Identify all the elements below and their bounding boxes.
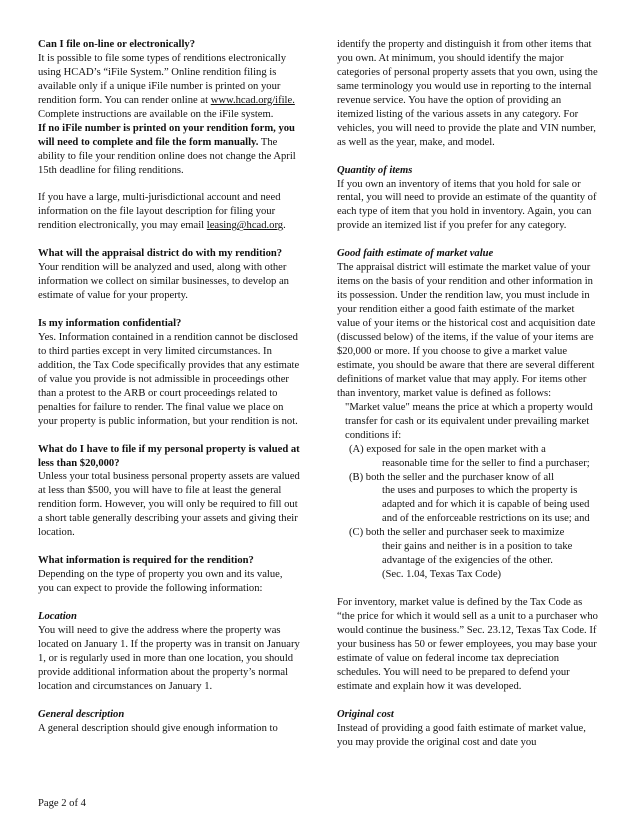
right-column — [337, 38, 599, 750]
paragraph-confidential: Yes. Information contained in a rendition cannot be disclosed to third parties except in very limited circumstances. In addition, the Tax Code specifically provides that any estimate of value you provide is not admissible in proceedings other than a protest to the ARB or court proceedings related to penalties for failure to render. The final value we place on your property is public information, but your rendition is not. — [38, 331, 300, 427]
paragraph-multi-jurisdiction: If you have a large, multi-jurisdictional account and need information on the file layout description for filing your rendition electronically, you may email leasing@hcad.org. — [38, 192, 286, 232]
heading-general-description: General description — [38, 708, 125, 720]
paragraph-file-online: It is possible to file some types of renditions electronically using HCAD’s “iFile System.” Online rendition filing is available only if a unique iFile number is printed on your rendition form. You can render online at www.hcad.org/ifile. Complete instructions are available on the iFile system. If no iFile number is printed on your rendition form, you will need to complete and file the form manually. The ability to file your rendition online does not change the April 15th deadline for filing renditions. — [38, 52, 296, 176]
ifile-link[interactable]: www.hcad.org/ifile. — [210, 94, 295, 106]
paragraph-location: You will need to give the address where the property was located on January 1. If the property was in transit on January 1, or is regularly used in more than one location, you should provide additional information about the property’s normal location and circumstances on January 1. — [38, 624, 300, 692]
heading-file-online: Can I file on-line or electronically? — [38, 39, 196, 50]
tax-code-citation: (Sec. 1.04, Texas Tax Code) — [382, 569, 502, 581]
condition-c-cont: their gains and neither is in a position to take advantage of the exigencies of the other. — [382, 541, 573, 567]
condition-a: (A) exposed for sale in the open market with a — [349, 443, 546, 455]
leasing-email-link[interactable]: leasing@hcad.org — [206, 220, 284, 232]
ifile-warning: If no iFile number is printed on your rendition form, you will need to complete and file the form manually. — [38, 122, 295, 148]
paragraph-description-cont: identify the property and distinguish it from other items that you own. At minimum, you should identify the major categories of personal property assets that you own, using the same terminology you would use in reporting to the internal revenue service. You have the option of providing an itemized listing of the various assets in any category. For vehicles, you will need to provide the plate and VIN number, as well as the year, make, and model. — [337, 39, 598, 148]
condition-b-cont: the uses and purposes to which the property is adapted and for which it is capable of being used and of the enforceable restrictions on its use; and — [382, 485, 590, 525]
paragraph-info-required: Depending on the type of property you own and its value, you can expect to provide the following information: — [38, 569, 283, 595]
paragraph-general-description: A general description should give enough information to — [38, 722, 278, 734]
condition-c: (C) both the seller and purchaser seek to maximize — [349, 527, 565, 539]
heading-appraisal-use: What will the appraisal district do with my rendition? — [38, 248, 283, 260]
paragraph-appraisal-use: Your rendition will be analyzed and used, along with other information we collect on similar businesses, to develop an estimate of value for your property. — [38, 262, 289, 302]
paragraph-market-value: The appraisal district will estimate the market value of your items on the basis of your rendition and other information in its possession. Under the rendition law, you must include in your rendition either a good faith estimate of the market value of your items or the historical cost and acquisition date (discussed below) of the items, if the value of your items are $20,000 or more. If you choose to give a market value estimate, you should be aware that there are several different definitions of market value that may apply. For items other than inventory, market value is defined as follows: — [337, 262, 596, 399]
left-column — [38, 38, 300, 736]
heading-info-required: What information is required for the rendition? — [38, 555, 254, 567]
heading-under-20000: What do I have to file if my personal property is valued at less than $20,000? — [38, 443, 300, 469]
heading-location: Location — [38, 610, 77, 622]
page-number: Page 2 of 4 — [38, 798, 86, 809]
heading-confidential: Is my information confidential? — [38, 318, 182, 330]
paragraph-inventory-value: For inventory, market value is defined by the Tax Code as “the price for which it would sell as a unit to a purchaser who would continue the business.” Sec. 23.12, Texas Tax Code. If your business has 50 or fewer employees, you may base your estimate of value on federal income tax depreciation schedules. You will need to be prepared to defend your estimate and explain how it was developed. — [337, 597, 598, 692]
condition-a-cont: reasonable time for the seller to find a purchaser; — [382, 457, 590, 469]
paragraph-quantity: If you own an inventory of items that you hold for sale or rental, you will need to provide an estimate of the quantity of each type of item that you hold in inventory. Again, you can provide an itemized list if you prefer for any category. — [337, 178, 597, 232]
market-value-definition: "Market value" means the price at which a property would transfer for cash or its equivalent under prevailing market conditions if: — [345, 401, 593, 441]
heading-quantity: Quantity of items — [337, 164, 413, 176]
heading-original-cost: Original cost — [337, 708, 394, 720]
paragraph-original-cost: Instead of providing a good faith estimate of market value, you may provide the original cost and date you — [337, 722, 586, 748]
paragraph-under-20000: Unless your total business personal property assets are valued at less than $500, you will have to file at least the general rendition form. However, you will only be required to fill out a short table generally describing your assets and giving their location. — [38, 471, 300, 539]
heading-market-value: Good faith estimate of market value — [337, 248, 494, 260]
condition-b: (B) both the seller and the purchaser know of all — [349, 471, 555, 483]
